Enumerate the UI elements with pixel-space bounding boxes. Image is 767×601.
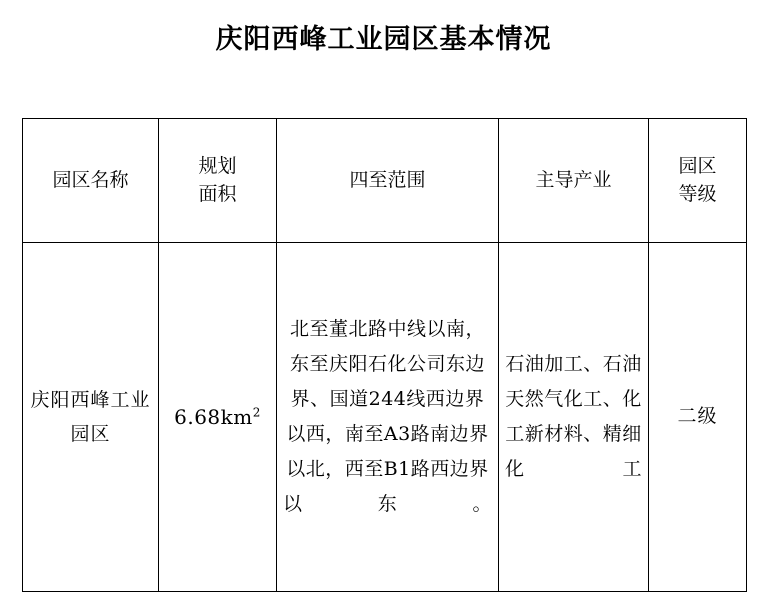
cell-park-level: 二级 xyxy=(649,243,747,592)
table-header xyxy=(23,119,747,243)
cell-planned-area-value: 6.68km xyxy=(174,404,253,429)
cell-leading-industry: 石油加工、石油天然气化工、化工新材料、精细化工 xyxy=(499,243,649,592)
column-header-park-level xyxy=(649,119,747,243)
table-row xyxy=(23,243,747,592)
table-body xyxy=(23,243,747,592)
column-header-leading-industry: 主导产业 xyxy=(499,119,649,243)
column-header-park-level-line1: 园区 xyxy=(678,154,717,177)
column-header-park-name: 园区名称 xyxy=(23,119,159,243)
park-info-table xyxy=(22,118,747,592)
park-info-table-container xyxy=(22,118,746,592)
cell-planned-area-unit-exponent: 2 xyxy=(252,404,261,419)
column-header-planned-area xyxy=(159,119,277,243)
column-header-park-level-line2: 等级 xyxy=(678,182,717,205)
cell-planned-area xyxy=(159,243,277,592)
cell-boundary-range: 北至董北路中线以南，东至庆阳石化公司东边界、国道244线西边界以西，南至A3路南边界以北，西至B1路西边界以东。 xyxy=(277,243,499,592)
column-header-planned-area-line1: 规划 xyxy=(198,154,237,177)
page-title: 庆阳西峰工业园区基本情况 xyxy=(215,24,552,55)
cell-park-name: 庆阳西峰工业园区 xyxy=(23,243,159,592)
table-header-row xyxy=(23,119,747,243)
column-header-planned-area-line2: 面积 xyxy=(198,182,237,205)
column-header-boundary-range: 四至范围 xyxy=(277,119,499,243)
